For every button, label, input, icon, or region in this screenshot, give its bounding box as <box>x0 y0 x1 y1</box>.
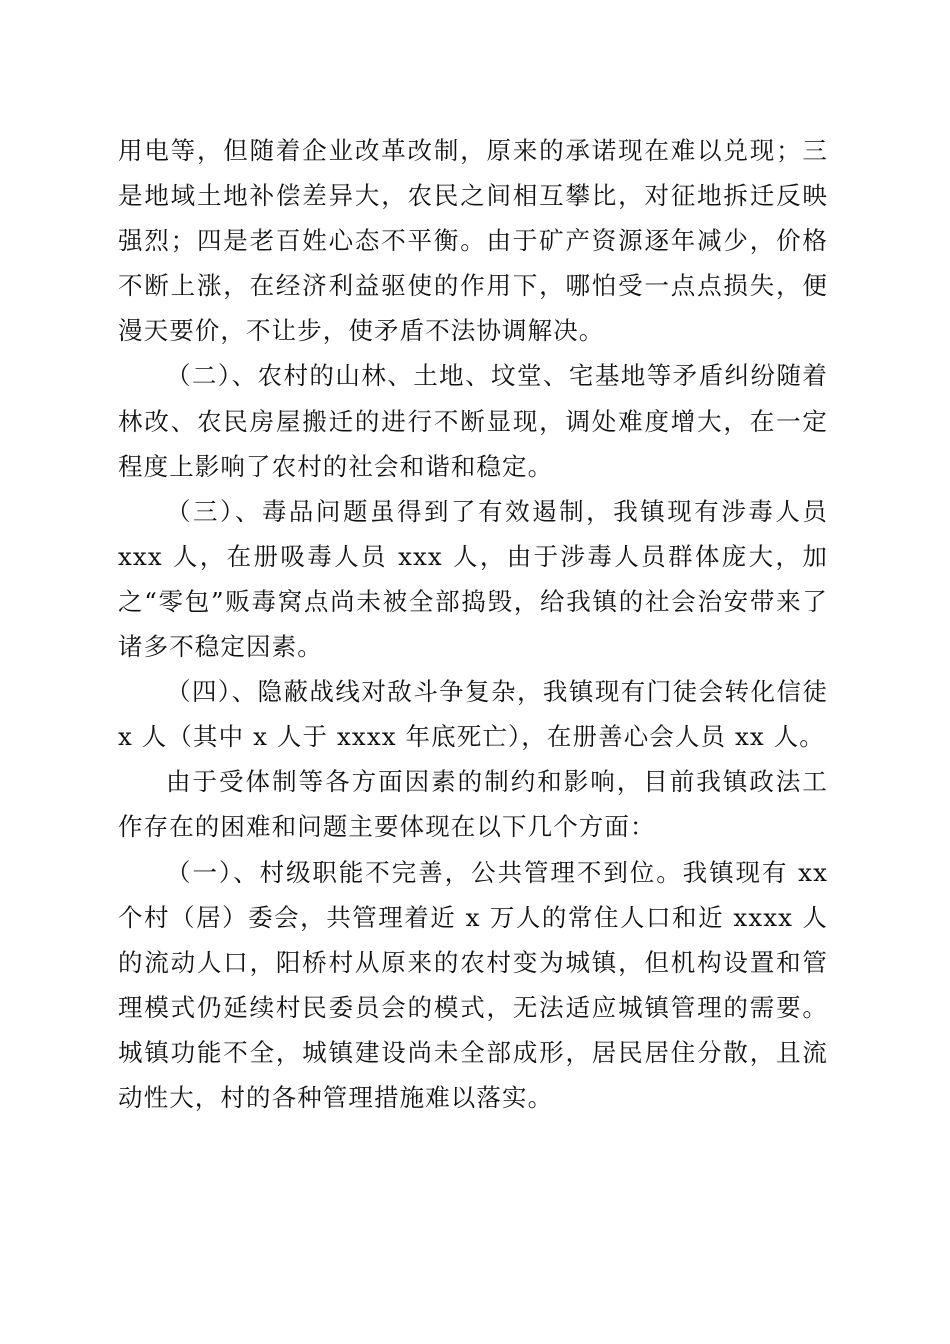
paragraph-continuation: 用电等，但随着企业改革改制，原来的承诺现在难以兑现；三是地域土地补偿差异大，农民之间相互攀比，对征地拆迁反映强烈；四是老百姓心态不平衡。由于矿产资源逐年减少，价格不断上涨，在经济利益驱使的作用下，哪怕受一点点损失，便漫天要价，不让步，使矛盾不法协调解决。 <box>118 136 828 346</box>
paragraph-problem-1: （一）、村级职能不完善，公共管理不到位。我镇现有 xx 个村（居）委会，共管理着近 x 万人的常住人口和近 xxxx 人的流动人口，阳桥村从原来的农村变为城镇，但机构设置和管理模式仍延续村民委员会的模式，无法适应城镇管理的需要。城镇功能不全，城镇建设尚未全部成形，居民居住分散，且流动性大，村的各种管理措施难以落实。 <box>118 857 828 1112</box>
paragraph-intro-problems: 由于受体制等各方面因素的制约和影响，目前我镇政法工作存在的困难和问题主要体现在以下几个方面： <box>118 767 828 842</box>
paragraph-section-2: （二）、农村的山林、土地、坟堂、宅基地等矛盾纠纷随着林改、农民房屋搬迁的进行不断显现，调处难度增大，在一定程度上影响了农村的社会和谐和稳定。 <box>118 361 828 481</box>
document-body <box>118 128 828 1120</box>
paragraph-section-3: （三）、毒品问题虽得到了有效遏制，我镇现有涉毒人员 xxx 人，在册吸毒人员 xxx 人，由于涉毒人员群体庞大，加之“零包”贩毒窝点尚未被全部捣毁，给我镇的社会治安带来了诸多不稳定因素。 <box>118 496 828 662</box>
paragraph-section-4: （四）、隐蔽战线对敌斗争复杂，我镇现有门徒会转化信徒 x 人（其中 x 人于 xxxx 年底死亡），在册善心会人员 xx 人。 <box>118 677 828 752</box>
